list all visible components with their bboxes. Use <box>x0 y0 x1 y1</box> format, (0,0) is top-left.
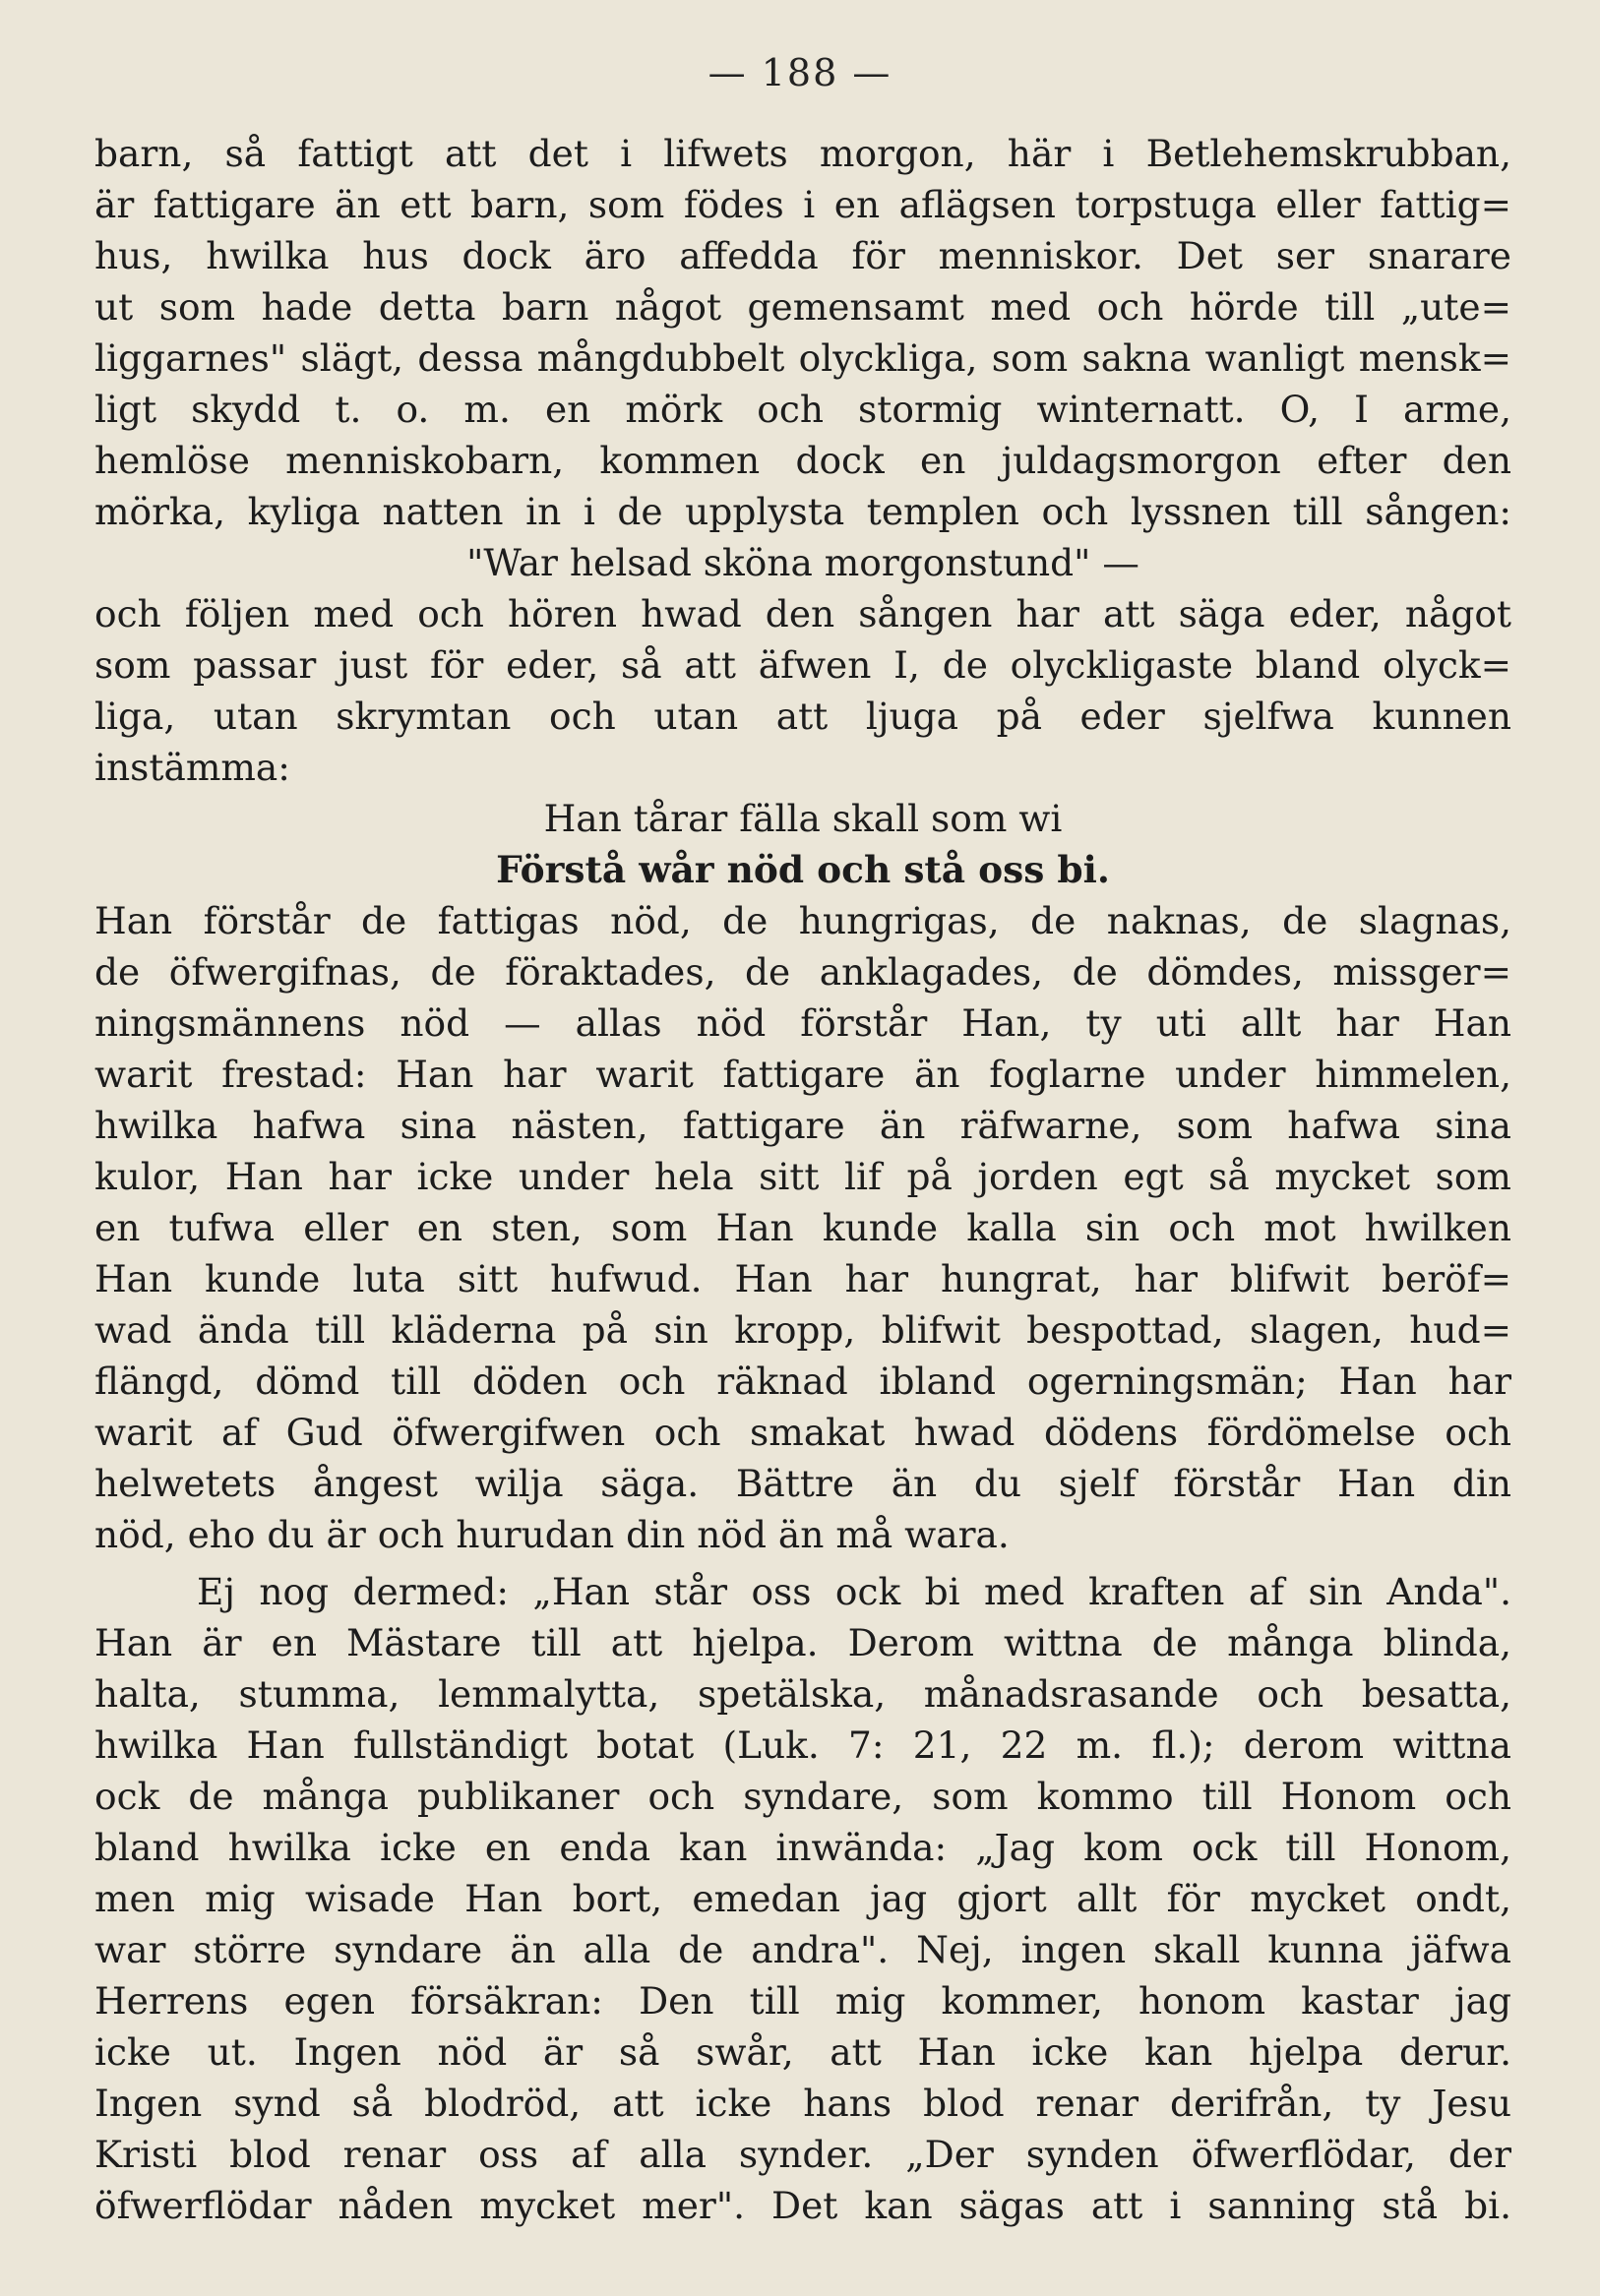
text-line: liggarnes" slägt, dessa mångdubbelt olyckliga, som sakna wanligt mensk= <box>94 336 1511 380</box>
text-line: wad ända till kläderna på sin kropp, blifwit bespottad, slagen, hud= <box>94 1308 1511 1352</box>
page-number: — 188 — <box>708 51 892 94</box>
text-line: som passar just för eder, så att äfwen I, de olyckligaste bland olyck= <box>94 643 1511 687</box>
text-line: de öfwergifnas, de föraktades, de anklagades, de dömdes, missger= <box>94 950 1511 994</box>
text-line: nöd, eho du är och hurudan din nöd än må wara. <box>94 1513 1010 1556</box>
text-line: halta, stumma, lemmalytta, spetälska, månadsrasande och besatta, <box>94 1672 1511 1716</box>
text-line: liga, utan skrymtan och utan att ljuga på eder sjelfwa kunnen <box>94 695 1511 738</box>
text-line: Han är en Mästare till att hjelpa. Derom wittna de många blinda, <box>94 1621 1511 1664</box>
text-line: hus, hwilka hus dock äro affedda för menniskor. Det ser snarare <box>94 234 1511 277</box>
text-line: warit frestad: Han har warit fattigare än foglarne under himmelen, <box>94 1053 1511 1096</box>
text-line: Ingen synd så blodröd, att icke hans blod renar derifrån, ty Jesu <box>94 2082 1511 2125</box>
text-line: war större syndare än alla de andra". Nej, ingen skall kunna jäfwa <box>94 1928 1511 1971</box>
text-line: warit af Gud öfwergifwen och smakat hwad dödens fördömelse och <box>94 1411 1511 1454</box>
text-line: icke ut. Ingen nöd är så swår, att Han icke kan hjelpa derur. <box>94 2030 1511 2074</box>
text-line: kulor, Han har icke under hela sitt lif på jorden egt så mycket som <box>94 1155 1511 1198</box>
text-line: öfwerflödar nåden mycket mer". Det kan sägas att i sanning stå bi. <box>94 2184 1511 2227</box>
text-line: hemlöse menniskobarn, kommen dock en juldagsmorgon efter den <box>94 439 1511 482</box>
text-line: Han förstår de fattigas nöd, de hungrigas, de naknas, de slagnas, <box>94 899 1511 942</box>
text-line: ock de många publikaner och syndare, som kommo till Honom och <box>94 1775 1511 1818</box>
text-line: Kristi blod renar oss af alla synder. „Der synden öfwerflödar, der <box>94 2133 1511 2176</box>
text-line: instämma: <box>94 746 290 789</box>
text-line: ningsmännens nöd — allas nöd förstår Han, ty uti allt har Han <box>94 1001 1511 1045</box>
text-line: Han kunde luta sitt hufwud. Han har hungrat, har blifwit beröf= <box>94 1257 1511 1300</box>
text-line: helwetets ångest wilja säga. Bättre än du sjelf förstår Han din <box>94 1462 1511 1505</box>
hymn-quote-line: "War helsad sköna morgonstund" — <box>466 541 1139 584</box>
paragraph-start-line: Ej nog dermed: „Han står oss ock bi med kraften af sin Anda". <box>197 1570 1511 1613</box>
verse-line-bold: Förstå wår nöd och stå oss bi. <box>496 848 1110 891</box>
text-line: barn, så fattigt att det i lifwets morgon, här i Betlehemskrubban, <box>94 132 1511 175</box>
text-line: bland hwilka icke en enda kan inwända: „Jag kom ock till Honom, <box>94 1826 1511 1869</box>
text-line: hwilka Han fullständigt botat (Luk. 7: 21, 22 m. fl.); derom wittna <box>94 1723 1511 1767</box>
text-line: en tufwa eller en sten, som Han kunde kalla sin och mot hwilken <box>94 1206 1511 1249</box>
text-line: men mig wisade Han bort, emedan jag gjort allt för mycket ondt, <box>94 1877 1511 1920</box>
text-line: och följen med och hören hwad den sången har att säga eder, något <box>94 592 1511 635</box>
text-line: ut som hade detta barn något gemensamt med och hörde till „ute= <box>94 285 1511 329</box>
text-line: hwilka hafwa sina nästen, fattigare än räfwarne, som hafwa sina <box>94 1104 1511 1147</box>
text-line: är fattigare än ett barn, som födes i en aflägsen torpstuga eller fattig= <box>94 183 1511 226</box>
text-line: mörka, kyliga natten in i de upplysta templen och lyssnen till sången: <box>94 490 1511 533</box>
text-line: ligt skydd t. o. m. en mörk och stormig winternatt. O, I arme, <box>94 388 1511 431</box>
text-line: flängd, dömd till döden och räknad ibland ogerningsmän; Han har <box>94 1359 1511 1403</box>
verse-line: Han tårar fälla skall som wi <box>543 797 1063 840</box>
text-line: Herrens egen försäkran: Den till mig kommer, honom kastar jag <box>94 1979 1511 2023</box>
